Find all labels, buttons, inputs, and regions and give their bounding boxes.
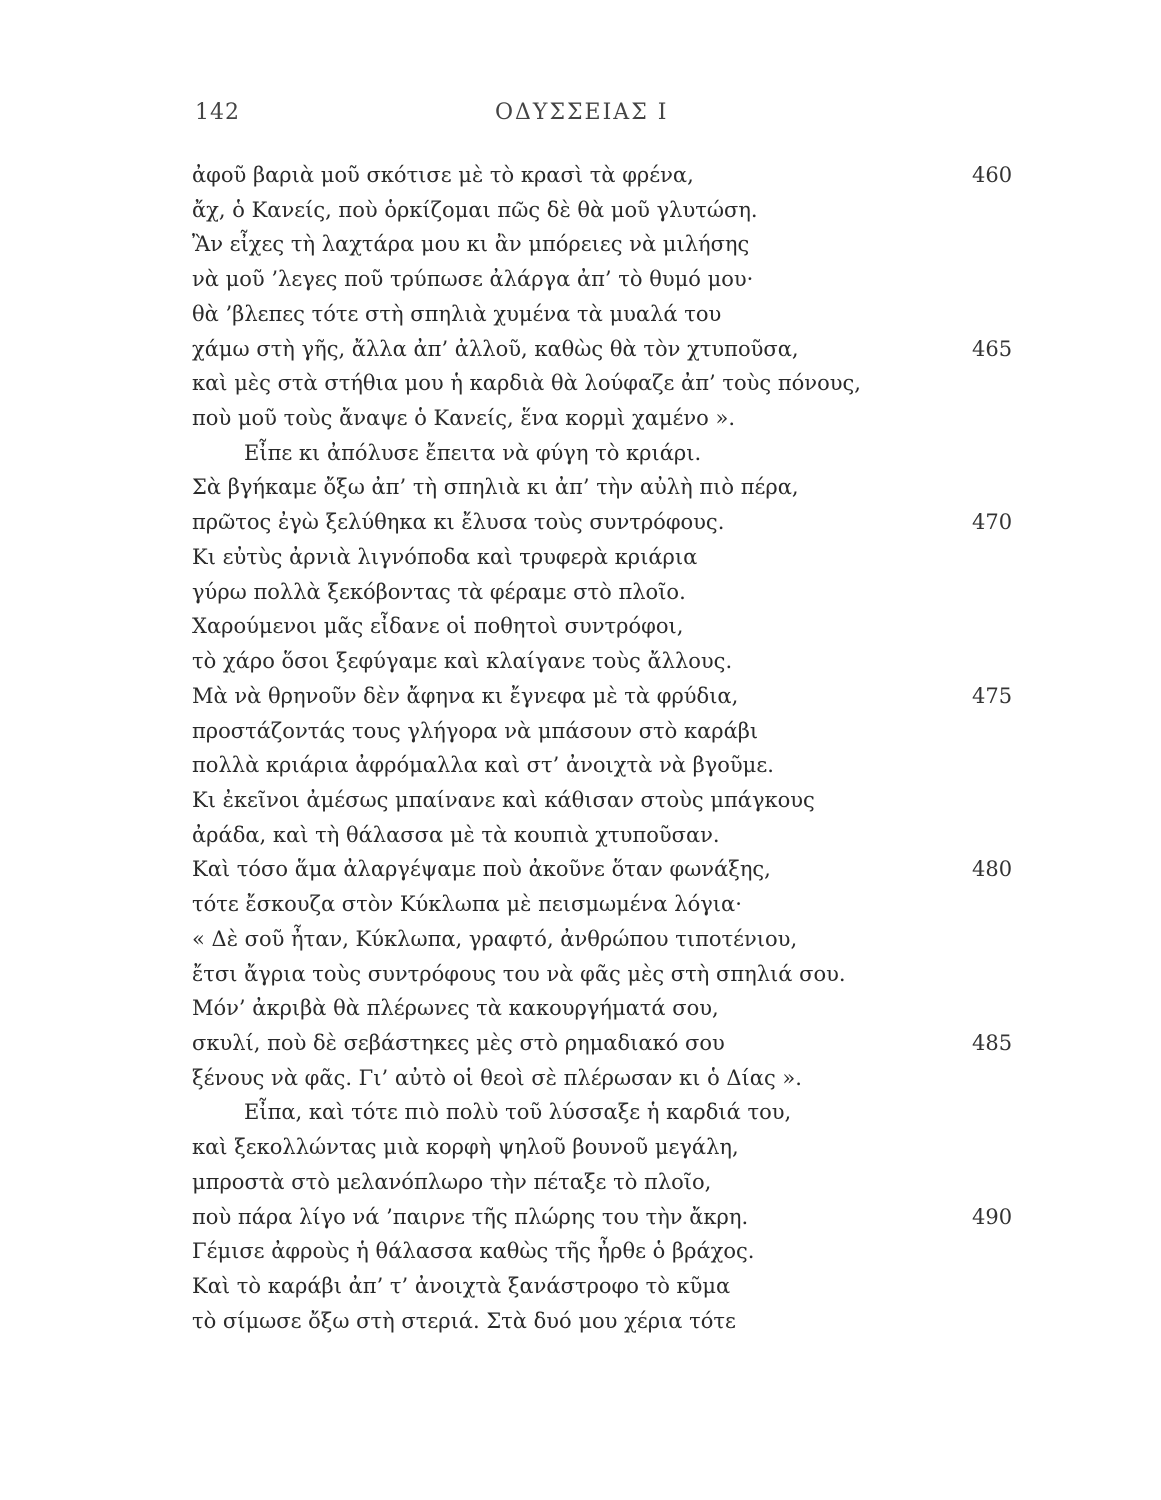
verse-text: Κι ἐκεῖνοι ἀμέσως μπαίνανε καὶ κάθισαν στοὺς μπάγκους	[192, 787, 815, 812]
verse-text: « Δὲ σοῦ ἦταν, Κύκλωπα, γραφτό, ἀνθρώπου τιποτένιου,	[192, 926, 798, 951]
verse-line	[192, 1200, 1032, 1235]
verse-line	[192, 1026, 1032, 1061]
verse-text: Γέμισε ἀφροὺς ἡ θάλασσα καθὼς τῆς ἦρθε ὁ βράχος.	[192, 1239, 755, 1264]
verse-line	[192, 262, 1032, 297]
running-head	[195, 100, 1075, 134]
verse-line	[192, 644, 1032, 679]
verse-text: χάμω στὴ γῆς, ἄλλα ἀπ’ ἀλλοῦ, καθὼς θὰ τὸν χτυποῦσα,	[192, 336, 799, 361]
verse-line	[192, 818, 1032, 853]
verse-line	[192, 332, 1032, 367]
verse-line	[192, 1304, 1032, 1339]
verse-text: Μὰ νὰ θρηνοῦν δὲν ἄφηνα κι ἔγνεφα μὲ τὰ φρύδια,	[192, 683, 739, 708]
verse-text: τότε ἔσκουζα στὸν Κύκλωπα μὲ πεισμωμένα λόγια·	[192, 892, 742, 917]
verse-line	[192, 609, 1032, 644]
verse-line	[192, 1234, 1032, 1269]
line-number: 485	[972, 1030, 1013, 1055]
verse-text: καὶ μὲς στὰ στήθια μου ἡ καρδιὰ θὰ λούφαζε ἀπ’ τοὺς πόνους,	[192, 371, 861, 396]
verse-text: Ἂν εἶχες τὴ λαχτάρα μου κι ἂν μπόρειες νὰ μιλήσης	[192, 232, 750, 257]
verse-text: πρῶτος ἐγὼ ξελύθηκα κι ἔλυσα τοὺς συντρόφους.	[192, 510, 725, 535]
verse-text: πολλὰ κριάρια ἀφρόμαλλα καὶ στ’ ἀνοιχτὰ νὰ βγοῦμε.	[192, 753, 774, 778]
verse-line	[192, 470, 1032, 505]
verse-line	[192, 679, 1032, 714]
verse-text: σκυλί, ποὺ δὲ σεβάστηκες μὲς στὸ ρημαδιακό σου	[192, 1030, 725, 1055]
line-number: 465	[972, 336, 1013, 361]
verse-line	[192, 957, 1032, 992]
verse-text: ἀράδα, καὶ τὴ θάλασσα μὲ τὰ κουπιὰ χτυποῦσαν.	[192, 822, 720, 847]
verse-line	[192, 852, 1032, 887]
verse-text: ποὺ μοῦ τοὺς ἄναψε ὁ Κανείς, ἕνα κορμὶ χαμένο ».	[192, 406, 736, 431]
verse-line	[192, 1130, 1032, 1165]
verse-text: Καὶ τὸ καράβι ἀπ’ τ’ ἀνοιχτὰ ξανάστροφο τὸ κῦμα	[192, 1274, 731, 1298]
verse-text: Καὶ τόσο ἅμα ἀλαργέψαμε ποὺ ἀκοῦνε ὅταν φωνάξης,	[192, 857, 771, 882]
verse-line	[192, 227, 1032, 262]
line-number: 460	[972, 163, 1013, 187]
verse-line	[192, 158, 1032, 193]
verse-block	[192, 158, 1032, 1338]
verse-line	[192, 1165, 1032, 1200]
verse-text: Χαρούμενοι μᾶς εἶδανε οἱ ποθητοὶ συντρόφοι,	[192, 614, 684, 639]
verse-line	[192, 991, 1032, 1026]
verse-text: τὸ σίμωσε ὄξω στὴ στεριά. Στὰ δυό μου χέρια τότε	[192, 1308, 736, 1333]
verse-text: Σὰ βγήκαμε ὄξω ἀπ’ τὴ σπηλιὰ κι ἀπ’ τὴν αὐλὴ πιὸ πέρα,	[192, 475, 799, 500]
verse-line	[192, 297, 1032, 332]
verse-line	[192, 1269, 1032, 1304]
verse-text: νὰ μοῦ ’λεγες ποῦ τρύπωσε ἀλάργα ἀπ’ τὸ θυμό μου·	[192, 267, 754, 292]
verse-line	[192, 436, 1032, 471]
verse-text: Εἶπα, καὶ τότε πιὸ πολὺ τοῦ λύσσαξε ἡ καρδιά του,	[244, 1100, 792, 1125]
verse-text: γύρω πολλὰ ξεκόβοντας τὰ φέραμε στὸ πλοῖο.	[192, 579, 686, 604]
verse-line	[192, 748, 1032, 783]
verse-text: τὸ χάρο ὅσοι ξεφύγαμε καὶ κλαίγανε τοὺς ἄλλους.	[192, 649, 733, 674]
verse-text: θὰ ’βλεπες τότε στὴ σπηλιὰ χυμένα τὰ μυαλά του	[192, 301, 722, 326]
line-number: 480	[972, 857, 1013, 882]
line-number: 470	[972, 510, 1013, 535]
verse-text: προστάζοντάς τους γλήγορα νὰ μπάσουν στὸ καράβι	[192, 718, 759, 743]
verse-text: Εἶπε κι ἀπόλυσε ἔπειτα νὰ φύγη τὸ κριάρι.	[244, 440, 702, 465]
verse-line	[192, 540, 1032, 575]
verse-text: Μόν’ ἀκριβὰ θὰ πλέρωνες τὰ κακουργήματά σου,	[192, 996, 719, 1021]
verse-line	[192, 401, 1032, 436]
verse-line	[192, 1061, 1032, 1096]
verse-text: Κι εὐτὺς ἀρνιὰ λιγνόποδα καὶ τρυφερὰ κριάρια	[192, 544, 698, 569]
verse-text: μπροστὰ στὸ μελανόπλωρο τὴν πέταξε τὸ πλοῖο,	[192, 1169, 712, 1194]
verse-text: ἄχ, ὁ Κανείς, ποὺ ὁρκίζομαι πῶς δὲ θὰ μοῦ γλυτώση.	[192, 197, 758, 222]
line-number: 490	[972, 1204, 1013, 1229]
verse-line	[192, 783, 1032, 818]
verse-line	[192, 714, 1032, 749]
verse-text: ποὺ πάρα λίγο νά ’παιρνε τῆς πλώρης του τὴν ἄκρη.	[192, 1204, 749, 1229]
verse-line	[192, 193, 1032, 228]
verse-line	[192, 887, 1032, 922]
verse-line	[192, 922, 1032, 957]
verse-line	[192, 575, 1032, 610]
verse-text: ἀφοῦ βαριὰ μοῦ σκότισε μὲ τὸ κρασὶ τὰ φρένα,	[192, 163, 694, 187]
verse-line	[192, 1095, 1032, 1130]
page-number: 142	[195, 100, 240, 125]
line-number: 475	[972, 683, 1013, 708]
verse-text: καὶ ξεκολλώντας μιὰ κορφὴ ψηλοῦ βουνοῦ μεγάλη,	[192, 1135, 739, 1160]
verse-text: ξένους νὰ φᾶς. Γι’ αὐτὸ οἱ θεοὶ σὲ πλέρωσαν κι ὁ Δίας ».	[192, 1065, 802, 1090]
verse-line	[192, 505, 1032, 540]
verse-text: ἔτσι ἄγρια τοὺς συντρόφους του νὰ φᾶς μὲς στὴ σπηλιά σου.	[192, 961, 846, 986]
verse-line	[192, 366, 1032, 401]
running-title: ΟΔΥΣΣΕΙΑΣ Ι	[495, 100, 669, 125]
